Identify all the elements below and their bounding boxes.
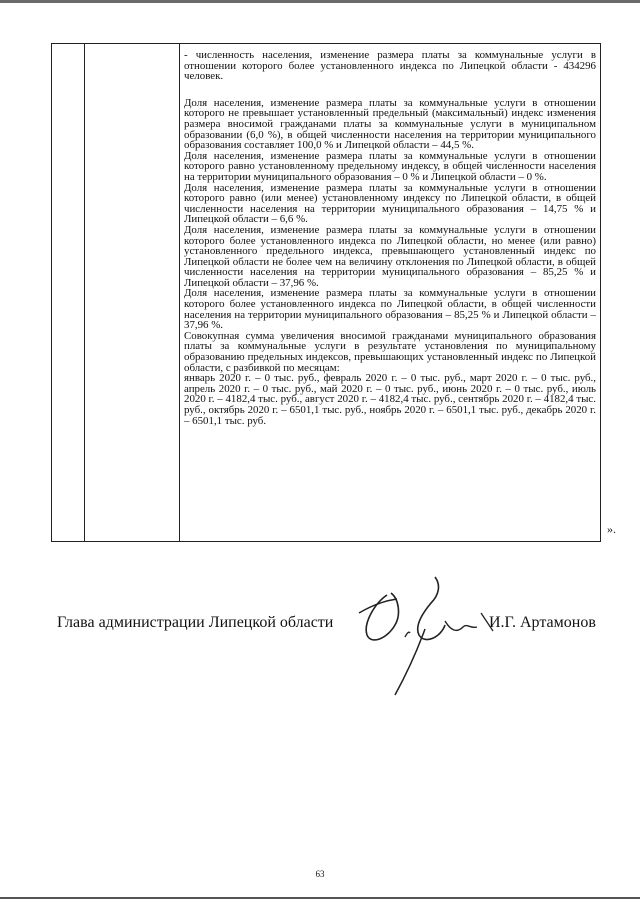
paragraph-share-equal-regional-index: Доля населения, изменение размера платы за коммунальные услуги в отношении которого равно (или менее) установленному индексу по Липецкой области, в общей численности населения на территории муниципального образования – 14,75 % и Липецкой области – 6,6 %. bbox=[184, 181, 596, 226]
document-table bbox=[51, 43, 601, 542]
paragraph-share-above-regional-index: Доля населения, изменение размера платы за коммунальные услуги в отношении которого более установленного индекса по Липецкой области, в общей численности населения на территории муниципального образования – 85,25 % и Липецкой области – 37,96 %. bbox=[184, 287, 596, 332]
closing-quote: ». bbox=[607, 522, 616, 536]
page-number: 63 bbox=[315, 869, 325, 879]
signature-block bbox=[57, 614, 607, 636]
scan-top-edge bbox=[0, 0, 640, 3]
table-column-divider bbox=[179, 44, 180, 541]
table-column-divider bbox=[84, 44, 85, 541]
paragraph-total-increase: Совокупная сумма увеличения вносимой гражданами муниципального образования платы за коммунальные услуги в результате установления по муниципальному образованию предельных индексов, превышающих установленный индекс по Липецкой области, с разбивкой по месяцам: bbox=[184, 329, 596, 374]
handwritten-signature bbox=[345, 573, 495, 703]
signer-position: Глава администрации Липецкой области bbox=[57, 614, 334, 631]
paragraph-monthly-breakdown: январь 2020 г. – 0 тыс. руб., февраль 2020 г. – 0 тыс. руб., март 2020 г. – 0 тыс. руб., апрель 2020 г. – 0 тыс. руб., май 2020 г. – 0 тыс. руб., июнь 2020 г. – 0 тыс. руб., июль 2020 г. – 4182,4 тыс. руб., август 2020 г. – 4182,4 тыс. руб., сентябрь 2020 г. – 4182,4 тыс. руб., октябрь 2020 г. – 6501,1 тыс. руб., ноябрь 2020 г. – 6501,1 тыс. руб., декабрь 2020 г. – 6501,1 тыс. руб. bbox=[184, 372, 596, 427]
signer-name: И.Г. Артамонов bbox=[489, 614, 596, 631]
table-cell-text bbox=[184, 50, 596, 426]
paragraph-share-equal-max-index: Доля населения, изменение размера платы за коммунальные услуги в отношении которого равно установленному предельному индексу, в общей численности населения на территории муниципального образования – 0 % и Липецкой области – 0 %. bbox=[184, 149, 596, 183]
paragraph-share-within-deviation: Доля населения, изменение размера платы за коммунальные услуги в отношении которого более установленного индекса по Липецкой области, но менее (или равно) установленного предельного индекса, превышающего установленный индекс по Липецкой области не более чем на величину отклонения по Липецкой области, в общей численности населения на территории муниципального образования – 85,25 % и Липецкой области – 37,96 %. bbox=[184, 223, 596, 289]
scan-bottom-edge bbox=[0, 897, 640, 899]
paragraph-population-count: - численность населения, изменение размера платы за коммунальные услуги в отношении которого более установленного индекса по Липецкой области - 434296 человек. bbox=[184, 49, 596, 83]
paragraph-share-max-index: Доля населения, изменение размера платы за коммунальные услуги в отношении которого не превышает установленный предельный (максимальный) индекс изменения размера вносимой гражданами платы за коммунальные услуги в муниципальном образовании (6,0 %), в общей численности населения на территории муниципального образования составляет 100,0 % и Липецкой области – 44,5 %. bbox=[184, 96, 596, 152]
